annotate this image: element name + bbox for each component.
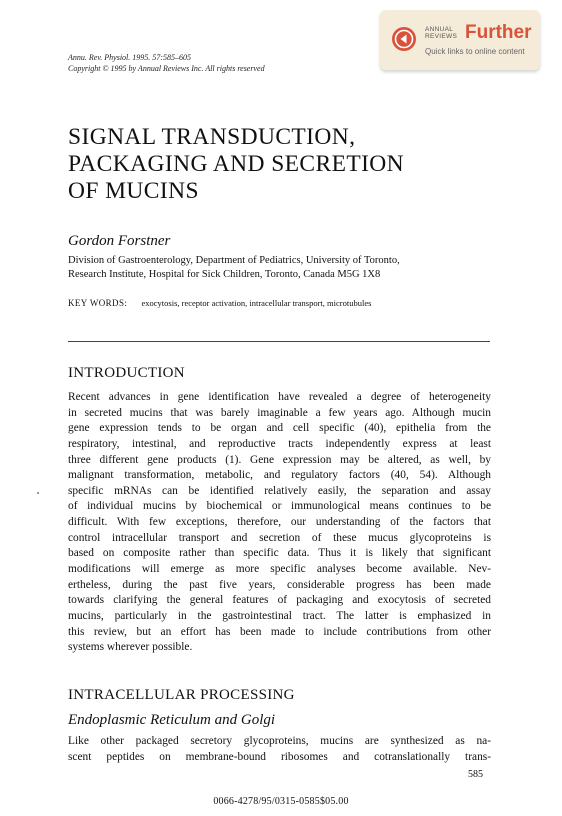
text-line: difficult. With few exceptions, therefore, our understanding of the factors that [68,516,491,529]
page-number: 585 [468,769,483,780]
article-title [68,124,404,205]
badge-tagline[interactable]: Quick links to online content [425,47,525,56]
author-name: Gordon Forstner [68,233,171,249]
text-line: gene expression tends to be organ and cell specific (40), epithelia from the [68,422,491,435]
intracellular-paragraph [68,734,491,765]
journal-copyright: Copyright © 1995 by Annual Reviews Inc. All rights reserved [68,64,265,73]
text-line: modifications will emerge as more specific analyses become available. Nev- [68,563,491,576]
title-line: SIGNAL TRANSDUCTION, [68,124,356,150]
text-line: malignant transformation, metabolic, and regulatory factors (40, 54). Although [68,469,491,482]
keywords [68,298,371,308]
title-line: OF MUCINS [68,178,199,204]
section-heading-introduction: INTRODUCTION [68,365,185,381]
text-line: this review, but an effort has been made to include contributions from other [68,625,491,638]
keywords-label: KEY WORDS: [68,298,128,308]
introduction-paragraph [68,390,491,656]
title-line: PACKAGING AND SECRETION [68,151,405,177]
text-line: scent peptides on membrane-bound ribosomes and cotranslationally trans- [68,750,491,763]
subsection-heading-er-golgi: Endoplasmic Reticulum and Golgi [68,712,276,728]
badge-small-line1: ANNUAL [425,26,454,33]
badge-small-line2: REVIEWS [425,33,458,40]
text-line: of individual mucins by biochemical or immunological means continues to be [68,500,491,513]
text-line: Recent advances in gene identification have revealed a degree of heterogeneity [68,391,491,403]
text-line: three different gene products (1). Gene expression may be altered, as well, by [68,453,491,466]
text-line: systems wherever possible. [68,641,193,654]
journal-citation: Annu. Rev. Physiol. 1995. 57:585–605 [68,53,191,62]
badge-publisher [425,26,457,40]
affiliation-line: Division of Gastroenterology, Department of Pediatrics, University of Toronto, [68,255,400,266]
margin-mark [37,492,39,494]
text-line: based on composite rather than specific data. Thus it is likely that significant [68,547,491,560]
badge-further-label: Further [465,22,532,43]
text-line: mucins, particularly in the gastrointestinal tract. The latter is emphasized in [68,609,491,622]
section-divider [68,341,490,342]
text-line: towards clarifying the general features of packaging and exocytosis of secreted [68,594,491,607]
author-affiliation [68,254,400,282]
section-heading-intracellular-processing: INTRACELLULAR PROCESSING [68,687,295,703]
text-line: ertheless, during the past five years, considerable progress has been made [68,578,491,591]
play-circle-icon [391,26,417,52]
affiliation-line: Research Institute, Hospital for Sick Children, Toronto, Canada M5G 1X8 [68,269,381,280]
text-line: Like other packaged secretory glycoproteins, mucins are synthesized as na- [68,735,491,747]
journal-citation-block [68,52,265,74]
text-line: in secreted mucins that was barely imaginable a few years ago. Although mucin [68,406,491,419]
text-line: control intracellular transport and secretion of these mucus glycoproteins is [68,531,491,544]
footer-code: 0066-4278/95/0315-0585$05.00 [213,796,349,807]
text-line: respiratory, intestinal, and reproductive tracts independently express at least [68,437,491,450]
keywords-values: exocytosis, receptor activation, intracellular transport, microtubules [141,298,372,308]
annual-reviews-further-badge[interactable] [380,10,540,70]
text-line: specific mRNAs can be identified relatively easily, the separation and assay [68,484,491,497]
